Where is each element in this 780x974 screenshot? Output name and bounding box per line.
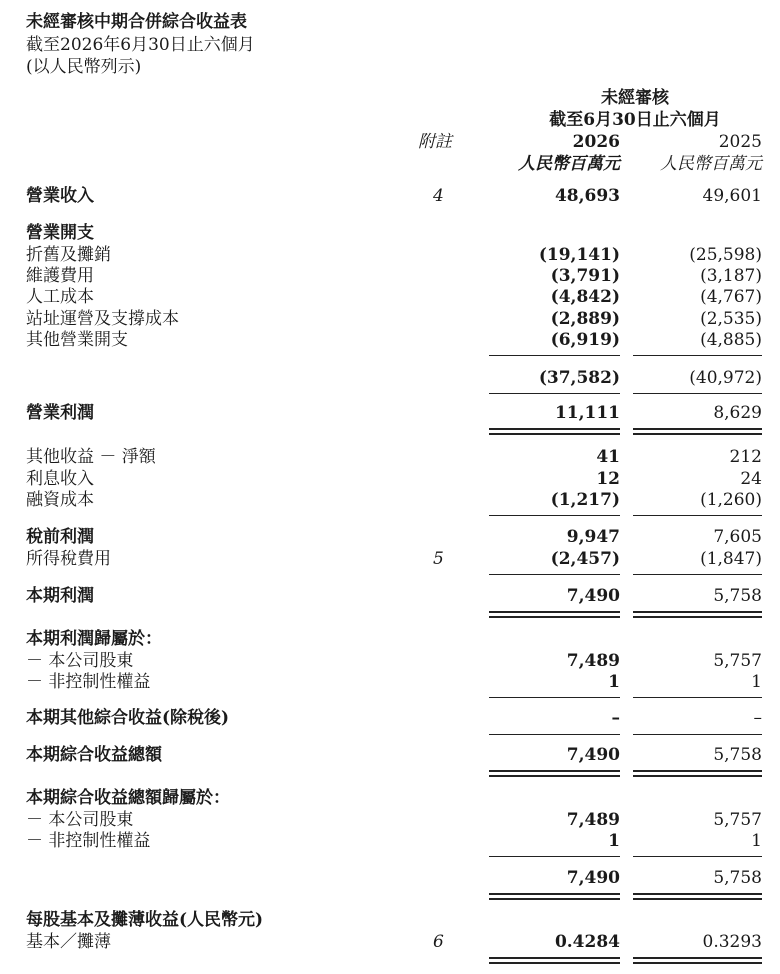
row-label: － 本公司股東: [26, 810, 134, 830]
row-value-2025: (40,972): [689, 368, 762, 388]
row-value-2026: 1: [608, 672, 620, 692]
row-value-2025: 49,601: [702, 186, 762, 206]
row-label: 人工成本: [26, 287, 94, 307]
row-label: 稅前利潤: [26, 527, 94, 547]
row-value-2026: 11,111: [554, 403, 620, 423]
row-note: 5: [433, 549, 444, 569]
total-double-rule: [633, 433, 762, 435]
row-label: 折舊及攤銷: [26, 245, 111, 265]
subtotal-rule: [489, 515, 620, 516]
total-double-rule: [489, 770, 620, 772]
row-label: 本期其他綜合收益(除稅後): [26, 708, 230, 728]
total-double-rule: [489, 611, 620, 613]
row-value-2026: (2,889): [550, 309, 620, 329]
row-value-2026: 1: [608, 831, 620, 851]
row-value-2026: (19,141): [538, 245, 620, 265]
row-value-2025: (3,187): [700, 266, 762, 286]
row-value-2026: 0.4284: [554, 932, 620, 952]
row-label: 營業開支: [26, 223, 94, 243]
total-double-rule: [633, 893, 762, 895]
row-value-2025: 1: [751, 672, 762, 692]
row-value-2025: 5,758: [713, 868, 762, 888]
row-value-2026: (6,919): [550, 330, 620, 350]
row-value-2025: 5,757: [713, 810, 762, 830]
row-value-2025: 5,758: [713, 586, 762, 606]
row-value-2026: 7,490: [566, 586, 620, 606]
row-label: 維護費用: [26, 266, 94, 286]
total-double-rule: [633, 616, 762, 618]
row-label: 站址運營及支撐成本: [26, 309, 179, 329]
row-note: 4: [433, 186, 444, 206]
column-note-label: 附註: [418, 132, 452, 152]
total-double-rule: [489, 893, 620, 895]
row-label: 其他收益 － 淨額: [26, 447, 156, 467]
row-label: － 本公司股東: [26, 651, 134, 671]
column-unit-current: 人民幣百萬元: [518, 154, 620, 174]
row-label: 本期利潤歸屬於：: [26, 629, 162, 649]
row-note: 6: [433, 932, 444, 952]
row-label: 其他營業開支: [26, 330, 128, 350]
row-value-2025: (1,847): [700, 549, 762, 569]
currency-note: (以人民幣列示): [26, 57, 142, 77]
row-label: 營業利潤: [26, 403, 94, 423]
statement-title: 未經審核中期合併綜合收益表: [26, 12, 247, 32]
row-value-2026: 48,693: [554, 186, 620, 206]
total-double-rule: [633, 428, 762, 430]
row-value-2025: –: [753, 708, 762, 728]
total-double-rule: [489, 428, 620, 430]
subtotal-rule: [633, 574, 762, 575]
column-unit-prior: 人民幣百萬元: [660, 154, 762, 174]
row-value-2025: (4,767): [700, 287, 762, 307]
subtotal-rule: [489, 355, 620, 356]
row-label: 利息收入: [26, 469, 94, 489]
subtotal-rule: [633, 515, 762, 516]
total-double-rule: [633, 957, 762, 959]
row-value-2026: 7,490: [566, 745, 620, 765]
total-double-rule: [633, 611, 762, 613]
row-value-2026: (37,582): [538, 368, 620, 388]
subtotal-rule: [489, 393, 620, 394]
row-value-2025: 5,758: [713, 745, 762, 765]
subtotal-rule: [633, 393, 762, 394]
row-value-2026: (4,842): [550, 287, 620, 307]
total-double-rule: [489, 957, 620, 959]
row-label: － 非控制性權益: [26, 672, 151, 692]
row-value-2026: 41: [596, 447, 620, 467]
subtotal-rule: [489, 734, 620, 735]
row-value-2026: 9,947: [566, 527, 620, 547]
subtotal-rule: [489, 574, 620, 575]
row-value-2026: 12: [596, 469, 620, 489]
row-value-2025: 24: [740, 469, 762, 489]
row-value-2025: 1: [751, 831, 762, 851]
total-double-rule: [633, 770, 762, 772]
row-label: 基本／攤薄: [26, 932, 111, 952]
row-value-2025: 7,605: [713, 527, 762, 547]
row-value-2025: 212: [729, 447, 762, 467]
total-double-rule: [633, 898, 762, 900]
row-label: 本期綜合收益總額歸屬於：: [26, 788, 230, 808]
row-value-2025: (25,598): [689, 245, 762, 265]
row-value-2025: 5,757: [713, 651, 762, 671]
subtotal-rule: [489, 697, 620, 698]
row-value-2026: 7,489: [566, 810, 620, 830]
row-label: 每股基本及攤薄收益(人民幣元): [26, 910, 264, 930]
row-value-2025: 0.3293: [702, 932, 762, 952]
total-double-rule: [489, 962, 620, 964]
column-year-prior: 2025: [718, 132, 762, 152]
row-label: 所得稅費用: [26, 549, 111, 569]
total-double-rule: [489, 616, 620, 618]
subtotal-rule: [633, 734, 762, 735]
row-label: 本期綜合收益總額: [26, 745, 162, 765]
row-label: 本期利潤: [26, 586, 94, 606]
total-double-rule: [633, 775, 762, 777]
row-value-2026: –: [611, 708, 620, 728]
total-double-rule: [489, 433, 620, 435]
row-value-2026: (2,457): [550, 549, 620, 569]
column-group-label: 未經審核: [601, 88, 669, 108]
row-label: 融資成本: [26, 490, 94, 510]
row-value-2026: 7,490: [566, 868, 620, 888]
row-value-2026: (1,217): [550, 490, 620, 510]
total-double-rule: [633, 962, 762, 964]
subtotal-rule: [633, 856, 762, 857]
row-value-2025: (4,885): [700, 330, 762, 350]
row-value-2026: 7,489: [566, 651, 620, 671]
subtotal-rule: [633, 697, 762, 698]
row-label: 營業收入: [26, 186, 94, 206]
row-value-2025: 8,629: [713, 403, 762, 423]
subtotal-rule: [633, 355, 762, 356]
row-value-2026: (3,791): [550, 266, 620, 286]
total-double-rule: [489, 898, 620, 900]
subtotal-rule: [489, 856, 620, 857]
row-value-2025: (1,260): [700, 490, 762, 510]
row-value-2025: (2,535): [700, 309, 762, 329]
total-double-rule: [489, 775, 620, 777]
column-year-current: 2026: [572, 132, 620, 152]
row-label: － 非控制性權益: [26, 831, 151, 851]
statement-period: 截至2026年6月30日止六個月: [26, 35, 255, 55]
column-period-label: 截至6月30日止六個月: [549, 110, 721, 130]
